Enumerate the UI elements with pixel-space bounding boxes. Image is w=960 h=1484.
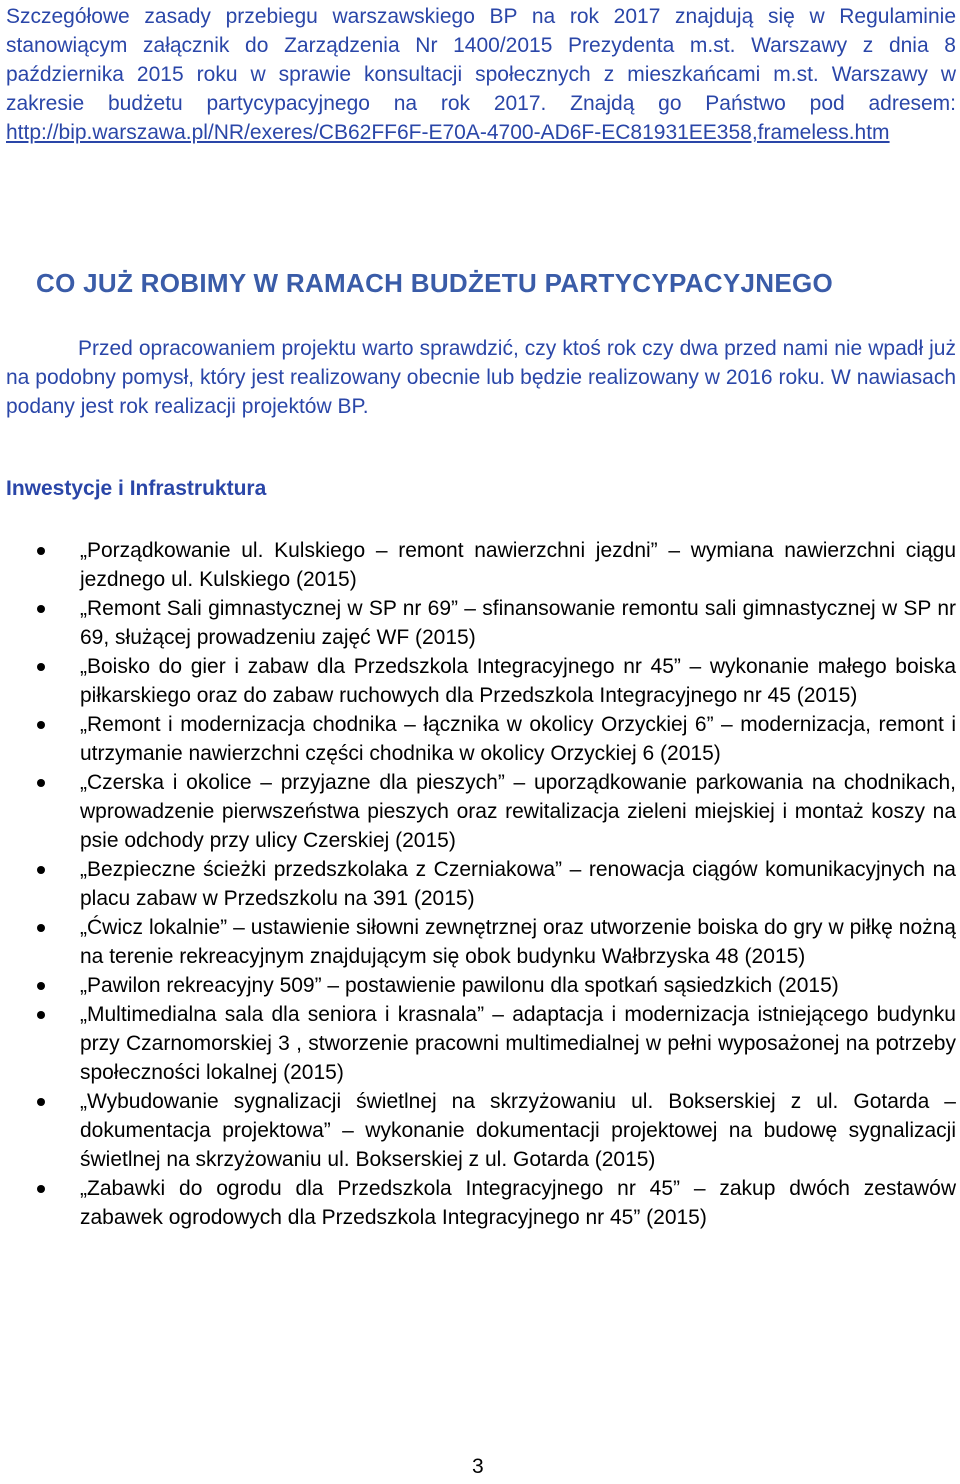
bullet-icon — [37, 1011, 45, 1019]
bullet-icon — [37, 721, 45, 729]
list-item-text: „Porządkowanie ul. Kulskiego – remont nawierzchni jezdni” – wymiana nawierzchni ciągu jezdnego ul. Kulskiego (2015) — [80, 539, 956, 591]
bullet-icon — [37, 779, 45, 787]
intro-paragraph — [6, 2, 956, 147]
page-heading: CO JUŻ ROBIMY W RAMACH BUDŻETU PARTYCYPACYJNEGO — [36, 268, 834, 298]
list-item-text: „Remont Sali gimnastycznej w SP nr 69” – sfinansowanie remontu sali gimnastycznej w SP nr 69, służącej prowadzeniu zajęć WF (2015) — [80, 597, 956, 649]
list-item — [80, 768, 956, 855]
list-item — [80, 1174, 956, 1232]
bullet-icon — [37, 605, 45, 613]
list-item — [80, 710, 956, 768]
intro-text: Szczegółowe zasady przebiegu warszawskiego BP na rok 2017 znajdują się w Regulaminie stanowiącym załącznik do Zarządzenia Nr 1400/2015 Prezydenta m.st. Warszawy z dnia 8 października 2015 roku w sprawie konsultacji społecznych z mieszkańcami m.st. Warszawy w zakresie budżetu partycypacyjnego na rok 2017. Znajdą go Państwo pod adresem: — [6, 5, 956, 115]
list-item-text: „Ćwicz lokalnie” – ustawienie siłowni zewnętrznej oraz utworzenie boiska do gry w piłkę nożną na terenie rekreacyjnym znajdującym się obok budynku Wałbrzyska 48 (2015) — [80, 916, 956, 968]
regulation-link[interactable]: http://bip.warszawa.pl/NR/exeres/CB62FF6F-E70A-4700-AD6F-EC81931EE358,frameless.htm — [6, 121, 890, 144]
bullet-icon — [37, 1098, 45, 1106]
list-item-text: „Wybudowanie sygnalizacji świetlnej na skrzyżowaniu ul. Bokserskiej z ul. Gotarda – dokumentacja projektowa” – wykonanie dokumentacji projektowej na budowę sygnalizacji świetlnej na skrzyżowaniu ul. Bokserskiej z ul. Gotarda (2015) — [80, 1090, 956, 1171]
list-item — [80, 1000, 956, 1087]
bullet-icon — [37, 547, 45, 555]
list-item-text: „Remont i modernizacja chodnika – łącznika w okolicy Orzyckiej 6” – modernizacja, remont i utrzymanie nawierzchni części chodnika w okolicy Orzyckiej 6 (2015) — [80, 713, 956, 765]
bullet-icon — [37, 663, 45, 671]
bullet-icon — [37, 1185, 45, 1193]
bullet-icon — [37, 866, 45, 874]
list-item — [80, 971, 956, 1000]
list-item-text: „Bezpieczne ścieżki przedszkolaka z Czerniakowa” – renowacja ciągów komunikacyjnych na placu zabaw w Przedszkolu na 391 (2015) — [80, 858, 956, 910]
list-item-text: „Boisko do gier i zabaw dla Przedszkola Integracyjnego nr 45” – wykonanie małego boiska piłkarskiego oraz do zabaw ruchowych dla Przedszkola Integracyjnego nr 45 (2015) — [80, 655, 956, 707]
page-number: 3 — [472, 1455, 484, 1478]
section-title: Inwestycje i Infrastruktura — [6, 477, 267, 500]
list-item — [80, 855, 956, 913]
list-item — [80, 536, 956, 594]
projects-list — [80, 536, 956, 1232]
bullet-icon — [37, 924, 45, 932]
list-item — [80, 913, 956, 971]
list-item-text: „Pawilon rekreacyjny 509” – postawienie pawilonu dla spotkań sąsiedzkich (2015) — [80, 974, 839, 997]
list-item — [80, 652, 956, 710]
list-item-text: „Czerska i okolice – przyjazne dla pieszych” – uporządkowanie parkowania na chodnikach, wprowadzenie pierwszeństwa pieszych oraz rewitalizacja zieleni miejskiej i montaż koszy na psie odchody przy ulicy Czerskiej (2015) — [80, 771, 956, 852]
bullet-icon — [37, 982, 45, 990]
list-item-text: „Multimedialna sala dla seniora i krasnala” – adaptacja i modernizacja istniejącego budynku przy Czarnomorskiej 3 , stworzenie pracowni multimedialnej w pełni wyposażonej na potrzeby społeczności lokalnej (2015) — [80, 1003, 956, 1084]
list-item-text: „Zabawki do ogrodu dla Przedszkola Integracyjnego nr 45” – zakup dwóch zestawów zabawek ogrodowych dla Przedszkola Integracyjnego nr 45” (2015) — [80, 1177, 956, 1229]
lead-paragraph: Przed opracowaniem projektu warto sprawdzić, czy ktoś rok czy dwa przed nami nie wpadł już na podobny pomysł, który jest realizowany obecnie lub będzie realizowany w 2016 roku. W nawiasach podany jest rok realizacji projektów BP. — [6, 337, 956, 418]
list-item — [80, 1087, 956, 1174]
list-item — [80, 594, 956, 652]
